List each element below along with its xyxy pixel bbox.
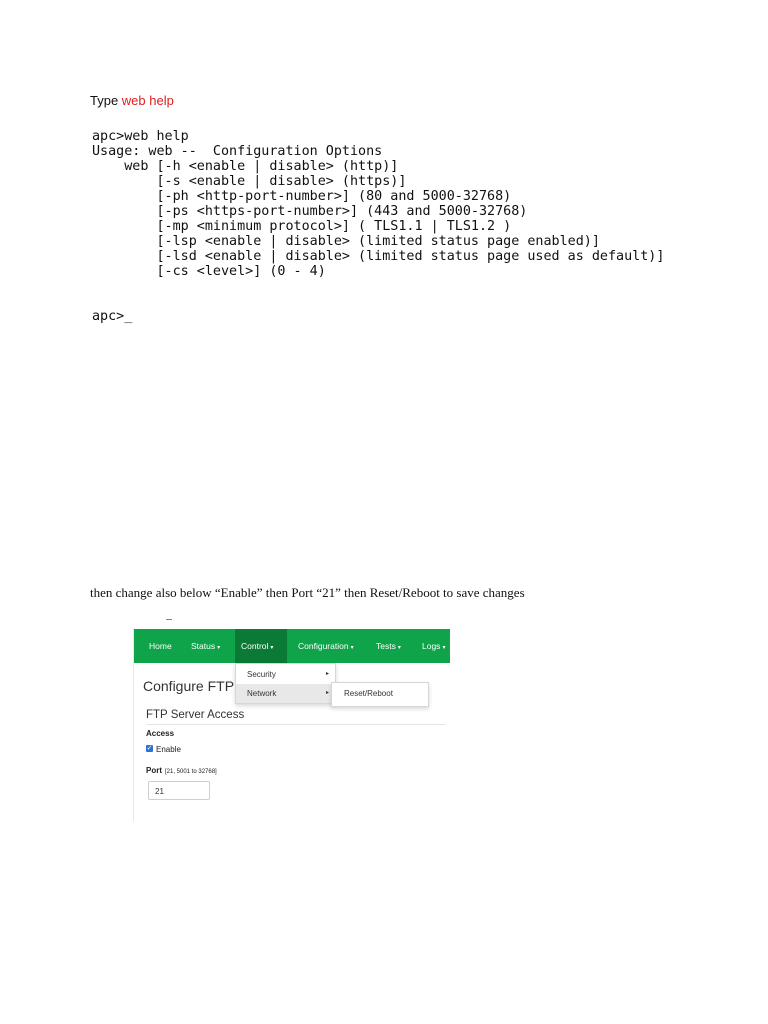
menu-item-network-label: Network xyxy=(247,689,277,698)
checkmark-icon: ✓ xyxy=(146,745,153,752)
nav-home[interactable] xyxy=(143,629,178,663)
terminal-line: [-cs <level>] (0 - 4) xyxy=(92,264,326,279)
nav-status[interactable] xyxy=(185,629,226,663)
chevron-right-icon: ▸ xyxy=(325,671,329,677)
nav-logs[interactable] xyxy=(416,629,450,663)
nav-logs-label: Logs xyxy=(422,641,441,651)
terminal-line: [-s <enable | disable> (https)] xyxy=(92,174,407,189)
enable-label[interactable]: Enable xyxy=(156,745,181,754)
terminal-line: [-lsp <enable | disable> (limited status page enabled)] xyxy=(92,234,600,249)
top-navbar xyxy=(133,629,450,663)
section-title: FTP Server Access xyxy=(146,709,245,721)
terminal-line: [-lsd <enable | disable> (limited status page used as default)] xyxy=(92,249,665,264)
intro-text xyxy=(90,93,174,108)
access-label: Access xyxy=(146,729,175,738)
nav-configuration[interactable] xyxy=(292,629,360,663)
page-title: Configure FTP xyxy=(143,678,235,694)
port-hint: [21, 5001 to 32768] xyxy=(165,769,217,775)
menu-item-security-label: Security xyxy=(247,670,276,679)
intro-command: web help xyxy=(121,93,174,108)
terminal-prompt: apc>_ xyxy=(92,309,133,324)
menu-item-network[interactable] xyxy=(236,684,335,703)
menu-item-security[interactable] xyxy=(236,665,335,684)
terminal-line: Usage: web -- Configuration Options xyxy=(92,144,383,159)
chevron-down-icon: ▾ xyxy=(217,645,221,651)
network-submenu xyxy=(331,682,429,707)
nav-control-label: Control xyxy=(241,641,269,651)
terminal-line: web [-h <enable | disable> (http)] xyxy=(92,159,399,174)
enable-checkbox[interactable] xyxy=(146,745,153,752)
chevron-down-icon: ▾ xyxy=(350,645,354,651)
port-label xyxy=(146,766,217,775)
terminal-line: apc>web help xyxy=(92,129,189,144)
intro-prefix: Type xyxy=(90,93,122,108)
ftp-config-screenshot xyxy=(133,629,450,821)
instruction-text: then change also below “Enable” then Port “21” then Reset/Reboot to save changes xyxy=(90,585,525,600)
chevron-down-icon: ▾ xyxy=(442,645,446,651)
control-dropdown-menu xyxy=(235,663,336,704)
chevron-down-icon: ▾ xyxy=(397,645,401,651)
terminal-output xyxy=(92,129,664,279)
nav-status-label: Status xyxy=(191,641,216,651)
terminal-line: [-mp <minimum protocol>] ( TLS1.1 | TLS1.2 ) xyxy=(92,219,512,234)
divider xyxy=(146,724,446,725)
nav-tests-label: Tests xyxy=(376,641,396,651)
nav-configuration-label: Configuration xyxy=(298,641,349,651)
chevron-down-icon: ▾ xyxy=(270,645,274,651)
port-label-text: Port xyxy=(146,766,162,775)
terminal-line: [-ph <http-port-number>] (80 and 5000-32768) xyxy=(92,189,512,204)
menu-item-reset-reboot[interactable]: Reset/Reboot xyxy=(344,689,393,698)
nav-tests[interactable] xyxy=(370,629,407,663)
blue-dash-mark xyxy=(166,619,172,620)
nav-control[interactable] xyxy=(235,629,287,663)
terminal-line: [-ps <https-port-number>] (443 and 5000-32768) xyxy=(92,204,528,219)
nav-home-label: Home xyxy=(149,641,172,651)
chevron-right-icon: ▸ xyxy=(325,690,329,696)
port-input[interactable]: 21 xyxy=(148,781,210,800)
